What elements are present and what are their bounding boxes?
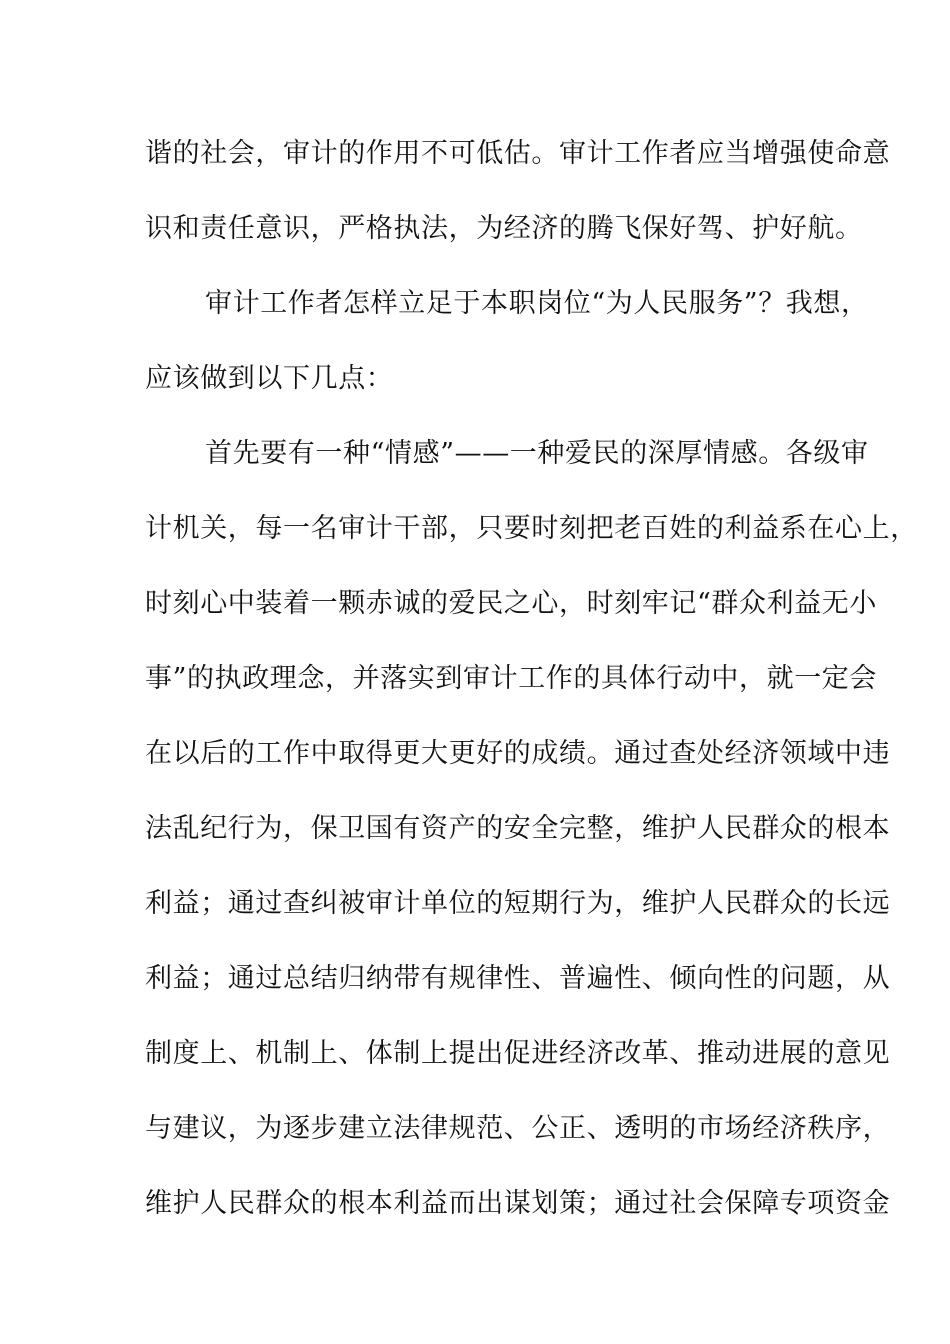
body-text-line: 在以后的工作中取得更大更好的成绩。通过查处经济领域中违: [145, 738, 891, 769]
body-text-line: 谐的社会，审计的作用不可低估。审计工作者应当增强使命意: [145, 138, 891, 169]
paragraph-first-line: 审计工作者怎样立足于本职岗位“为人民服务”？我想，: [205, 288, 869, 319]
body-text-line: 应该做到以下几点：: [145, 363, 394, 394]
body-text-line: 制度上、机制上、体制上提出促进经济改革、推动进展的意见: [145, 1038, 891, 1069]
body-text-line: 事”的执政理念，并落实到审计工作的具体行动中，就一定会: [145, 663, 878, 694]
body-text-line: 利益；通过查纠被审计单位的短期行为，维护人民群众的长远: [145, 888, 891, 919]
body-text-line: 法乱纪行为，保卫国有资产的安全完整，维护人民群众的根本: [145, 813, 891, 844]
body-text-line: 识和责任意识，严格执法，为经济的腾飞保好驾、护好航。: [145, 213, 863, 244]
body-text-line: 利益；通过总结归纳带有规律性、普遍性、倾向性的问题，从: [145, 963, 891, 994]
paragraph-first-line: 首先要有一种“情感”——一种爱民的深厚情感。各级审: [205, 438, 869, 469]
body-text-line: 与建议，为逐步建立法律规范、公正、透明的市场经济秩序，: [145, 1113, 891, 1144]
body-text-line: 计机关，每一名审计干部，只要时刻把老百姓的利益系在心上，: [145, 513, 918, 544]
body-text-line: 时刻心中装着一颗赤诚的爱民之心，时刻牢记“群众利益无小: [145, 588, 878, 619]
body-text-line: 维护人民群众的根本利益而出谋划策；通过社会保障专项资金: [145, 1188, 891, 1219]
